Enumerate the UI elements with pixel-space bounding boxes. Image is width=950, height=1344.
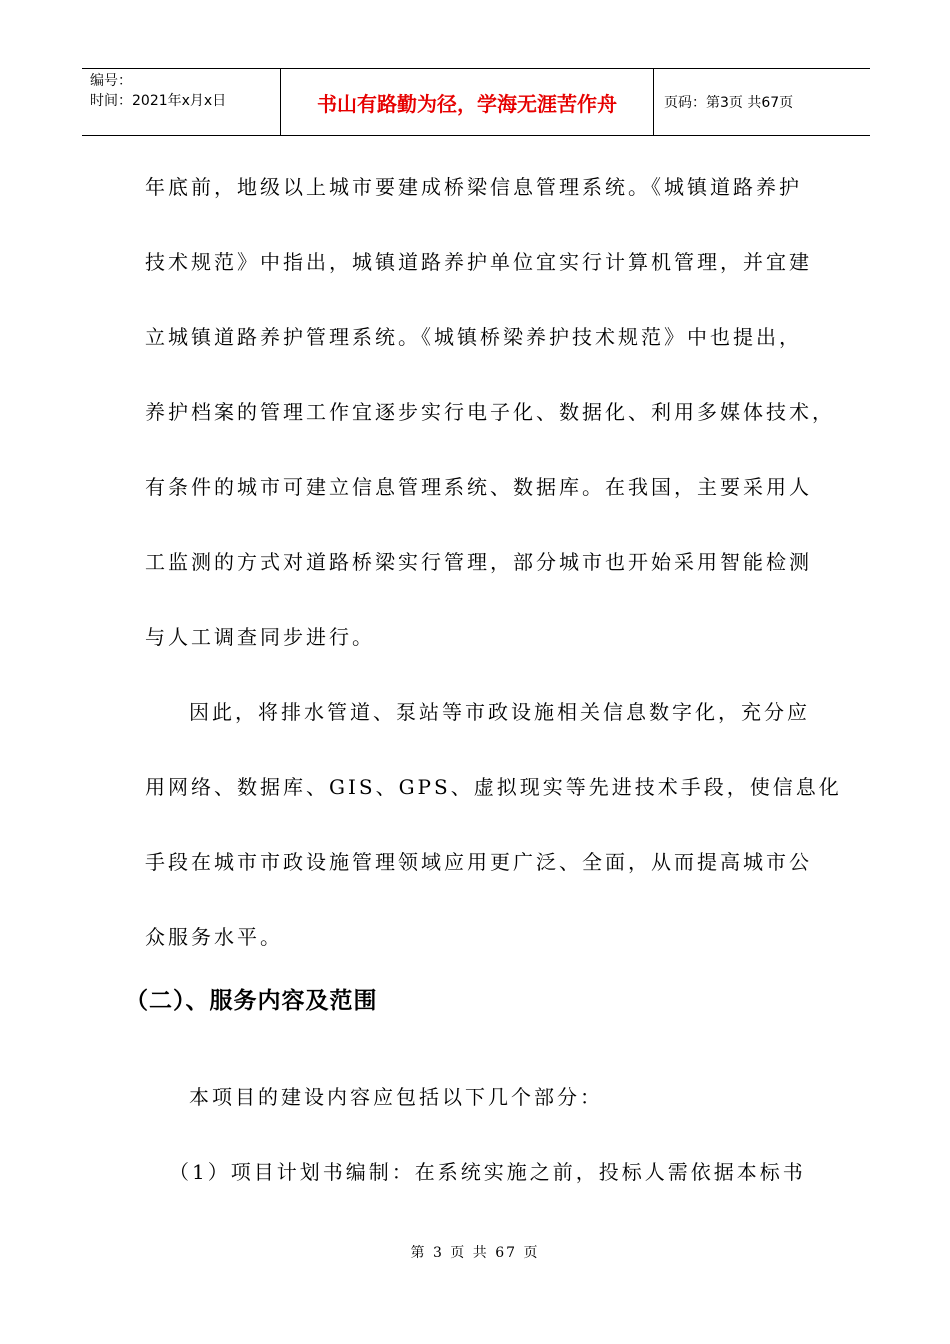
header-meta (82, 69, 281, 135)
body-paragraphs (145, 152, 842, 977)
body-line: 养护档案的管理工作宜逐步实行电子化、数据化、利用多媒体技术， (145, 400, 835, 424)
body-line: 因此，将排水管道、泵站等市政设施相关信息数字化，充分应 (189, 700, 810, 724)
section-paragraphs (145, 1062, 810, 1212)
section-heading: （二）、服务内容及范围 (125, 988, 378, 1014)
time-label: 时间：2021年x月x日 (90, 93, 227, 109)
header-page-info: 页码：第3页 共67页 (664, 95, 794, 111)
body-line: 本项目的建设内容应包括以下几个部分： (189, 1085, 603, 1109)
body-line: 技术规范》中指出，城镇道路养护单位宜实行计算机管理，并宜建 (145, 250, 812, 274)
body-line: （1）项目计划书编制：在系统实施之前，投标人需依据本标书 (169, 1160, 806, 1184)
header-motto: 书山有路勤为径，学海无涯苦作舟 (281, 69, 654, 135)
body-line: 年底前，地级以上城市要建成桥梁信息管理系统。《城镇道路养护 (145, 175, 802, 199)
body-line: 用网络、数据库、GIS、GPS、虚拟现实等先进技术手段，使信息化 (145, 775, 842, 799)
body-line: 众服务水平。 (145, 925, 283, 949)
number-label: 编号： (90, 73, 132, 89)
body-line: 手段在城市市政设施管理领域应用更广泛、全面，从而提高城市公 (145, 850, 812, 874)
page-header (82, 68, 870, 136)
body-line: 立城镇道路养护管理系统。《城镇桥梁养护技术规范》中也提出， (145, 325, 802, 349)
body-line: 工监测的方式对道路桥梁实行管理，部分城市也开始采用智能检测 (145, 550, 812, 574)
page-footer: 第 3 页 共 67 页 (410, 1245, 540, 1261)
body-line: 与人工调查同步进行。 (145, 625, 375, 649)
body-line: 有条件的城市可建立信息管理系统、数据库。在我国，主要采用人 (145, 475, 812, 499)
